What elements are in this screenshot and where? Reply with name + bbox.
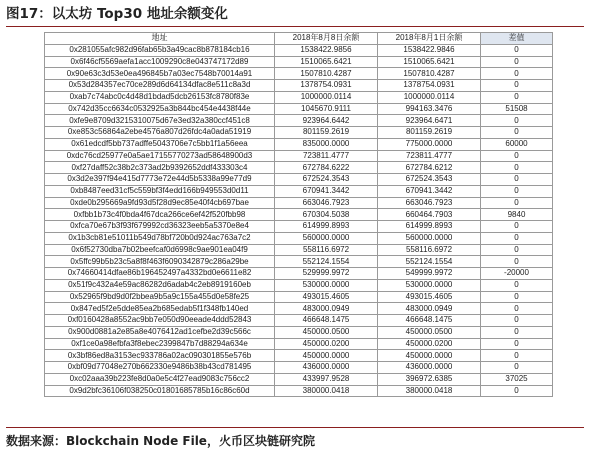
balance-aug1-cell: 466648.1475 (378, 315, 481, 327)
address-cell: 0xc02aaa39b223fe8d0a0e5c4f27ead9083c756cc2 (45, 373, 275, 385)
balance-aug8-cell: 1538422.9856 (275, 44, 378, 56)
table-header-row (45, 33, 553, 45)
balance-aug1-cell: 670941.3442 (378, 185, 481, 197)
balance-aug8-cell: 663046.7923 (275, 197, 378, 209)
address-cell: 0xab7c74abc0c4d48d1bdad5dcb26153fc8780f83e (45, 91, 275, 103)
table-row (45, 174, 553, 186)
balance-aug1-cell: 549999.9972 (378, 268, 481, 280)
difference-cell: 0 (481, 162, 553, 174)
address-cell: 0xfca70e67b3f93f679992cd36323eeb5a5370e8e4 (45, 221, 275, 233)
table-row (45, 185, 553, 197)
balance-aug8-cell: 1507810.4287 (275, 68, 378, 80)
address-cell: 0xb8487eed31cf5c559bf3f4edd166b949553d0d11 (45, 185, 275, 197)
balance-aug1-cell: 483000.0949 (378, 303, 481, 315)
difference-cell: 37025 (481, 373, 553, 385)
balance-aug8-cell: 672784.6222 (275, 162, 378, 174)
address-cell: 0x51f9c432a4e59ac86282d6adab4c2eb8919160eb (45, 279, 275, 291)
balance-aug1-cell: 723811.4777 (378, 150, 481, 162)
address-cell: 0x9d2bfc36106f038250c01801685785b16c86c60d (45, 385, 275, 397)
table-row (45, 315, 553, 327)
balance-aug8-cell: 450000.0000 (275, 350, 378, 362)
difference-cell: 0 (481, 338, 553, 350)
balance-aug8-cell: 450000.0500 (275, 326, 378, 338)
table-row (45, 350, 553, 362)
table-row (45, 80, 553, 92)
difference-cell: 0 (481, 303, 553, 315)
balance-aug1-cell: 450000.0000 (378, 350, 481, 362)
balance-aug8-cell: 436000.0000 (275, 362, 378, 374)
balance-aug8-cell: 530000.0000 (275, 279, 378, 291)
difference-cell: 0 (481, 185, 553, 197)
difference-cell: 0 (481, 350, 553, 362)
address-cell: 0x3bf86ed8a3153ec933786a02ac090301855e576b (45, 350, 275, 362)
difference-cell: 0 (481, 244, 553, 256)
difference-cell: 0 (481, 44, 553, 56)
balance-aug1-cell: 396972.6385 (378, 373, 481, 385)
balance-aug1-cell: 1510065.6421 (378, 56, 481, 68)
table-row (45, 127, 553, 139)
balance-aug8-cell: 1378754.0931 (275, 80, 378, 92)
balance-aug8-cell: 923964.6442 (275, 115, 378, 127)
address-cell: 0x52965f9bd9d0f2bbea9b5a9c155a455d0e58fe25 (45, 291, 275, 303)
difference-cell: 0 (481, 115, 553, 127)
balance-aug8-cell: 380000.0418 (275, 385, 378, 397)
balance-aug8-cell: 552124.1554 (275, 256, 378, 268)
difference-cell: 0 (481, 326, 553, 338)
balance-aug1-cell: 663046.7923 (378, 197, 481, 209)
balance-aug1-cell: 994163.3476 (378, 103, 481, 115)
balance-aug1-cell: 436000.0000 (378, 362, 481, 374)
table-row (45, 256, 553, 268)
top30-balance-table (44, 32, 553, 397)
difference-cell: 0 (481, 56, 553, 68)
table-row (45, 197, 553, 209)
address-cell: 0x1b3cb81e51011b549d78bf720b0d924ac763a7c2 (45, 232, 275, 244)
balance-aug8-cell: 483000.0949 (275, 303, 378, 315)
address-cell: 0x3d2e397f94e415d7773e72e44d5b5338a99e77d9 (45, 174, 275, 186)
table-row (45, 91, 553, 103)
balance-aug1-cell: 380000.0418 (378, 385, 481, 397)
balance-aug1-cell: 1507810.4287 (378, 68, 481, 80)
table-row (45, 338, 553, 350)
difference-cell: 0 (481, 221, 553, 233)
address-cell: 0x6f46cf5569aefa1acc1009290c8e043747172d89 (45, 56, 275, 68)
address-cell: 0x74660414dfae86b196452497a4332bd0e6611e82 (45, 268, 275, 280)
balance-aug1-cell: 1000000.0114 (378, 91, 481, 103)
column-header-difference: 差值 (481, 33, 553, 45)
balance-aug8-cell: 672524.3543 (275, 174, 378, 186)
difference-cell: 0 (481, 385, 553, 397)
table-row (45, 209, 553, 221)
table-row (45, 268, 553, 280)
balance-aug1-cell: 560000.0000 (378, 232, 481, 244)
difference-cell: 0 (481, 150, 553, 162)
difference-cell: 0 (481, 127, 553, 139)
difference-cell: 0 (481, 80, 553, 92)
table-row (45, 279, 553, 291)
address-cell: 0x900d0881a2e85a8e4076412ad1cefbe2d39c566c (45, 326, 275, 338)
address-cell: 0xde0b295669a9fd93d5f28d9ec85e40f4cb697bae (45, 197, 275, 209)
balance-aug8-cell: 529999.9972 (275, 268, 378, 280)
table-row (45, 150, 553, 162)
balance-aug1-cell: 775000.0000 (378, 138, 481, 150)
table-row (45, 138, 553, 150)
balance-aug8-cell: 1045670.9111 (275, 103, 378, 115)
balance-aug1-cell: 493015.4605 (378, 291, 481, 303)
table-row (45, 362, 553, 374)
balance-aug1-cell: 552124.1554 (378, 256, 481, 268)
address-cell: 0xf1ce0a98efbfa3f8ebec2399847b7d88294a634e (45, 338, 275, 350)
table-row (45, 291, 553, 303)
address-cell: 0xe853c56864a2ebe4576a807d26fdc4a0ada51919 (45, 127, 275, 139)
difference-cell: 0 (481, 362, 553, 374)
balance-aug1-cell: 614999.8993 (378, 221, 481, 233)
difference-cell: 0 (481, 68, 553, 80)
table-row (45, 44, 553, 56)
column-header-balance-aug8: 2018年8月8日余额 (275, 33, 378, 45)
table-body (45, 44, 553, 397)
address-cell: 0xbf09d77048e270b662330e9486b38b43cd781495 (45, 362, 275, 374)
address-cell: 0xfe9e8709d3215310075d67e3ed32a380ccf451c8 (45, 115, 275, 127)
table-row (45, 373, 553, 385)
difference-cell: 60000 (481, 138, 553, 150)
difference-cell: 0 (481, 279, 553, 291)
table-row (45, 56, 553, 68)
difference-cell: 0 (481, 232, 553, 244)
balance-aug8-cell: 801159.2619 (275, 127, 378, 139)
table-row (45, 385, 553, 397)
balance-aug8-cell: 433997.9528 (275, 373, 378, 385)
balance-aug8-cell: 560000.0000 (275, 232, 378, 244)
balance-aug1-cell: 450000.0500 (378, 326, 481, 338)
balance-aug1-cell: 558116.6972 (378, 244, 481, 256)
balance-aug8-cell: 670304.5038 (275, 209, 378, 221)
address-cell: 0xf0160428a8552ac9bb7e050d90eeade4ddd52843 (45, 315, 275, 327)
balance-aug1-cell: 672784.6212 (378, 162, 481, 174)
address-cell: 0x847ed5f2e5dde85ea2b685edab5f1f348fb140ed (45, 303, 275, 315)
balance-aug1-cell: 530000.0000 (378, 279, 481, 291)
table-row (45, 303, 553, 315)
difference-cell: 9840 (481, 209, 553, 221)
address-cell: 0xdc76cd25977e0a5ae17155770273ad58648900d3 (45, 150, 275, 162)
balance-aug1-cell: 801159.2619 (378, 127, 481, 139)
difference-cell: 0 (481, 197, 553, 209)
address-cell: 0x281055afc982d96fab65b3a49cac8b878184cb16 (45, 44, 275, 56)
difference-cell: 0 (481, 291, 553, 303)
table-row (45, 232, 553, 244)
difference-cell: 0 (481, 91, 553, 103)
balance-aug8-cell: 835000.0000 (275, 138, 378, 150)
balance-aug1-cell: 1538422.9846 (378, 44, 481, 56)
table-row (45, 221, 553, 233)
address-cell: 0x742d35cc6634c0532925a3b844bc454e4438f44e (45, 103, 275, 115)
address-cell: 0xfbb1b73c4f0bda4f67dca266ce6ef42f520fbb98 (45, 209, 275, 221)
address-cell: 0x61edcdf5bb737adffe5043706e7c5bb1f1a56eea (45, 138, 275, 150)
table-row (45, 115, 553, 127)
balance-aug8-cell: 450000.0200 (275, 338, 378, 350)
title-divider (6, 26, 584, 27)
balance-aug8-cell: 723811.4777 (275, 150, 378, 162)
table-row (45, 103, 553, 115)
balance-aug1-cell: 450000.0200 (378, 338, 481, 350)
difference-cell: -20000 (481, 268, 553, 280)
address-cell: 0x5ffc99b5b23c5a8f8f463f6090342879c286a29be (45, 256, 275, 268)
difference-cell: 0 (481, 315, 553, 327)
balance-aug1-cell: 923964.6471 (378, 115, 481, 127)
balance-aug8-cell: 1510065.6421 (275, 56, 378, 68)
column-header-balance-aug1: 2018年8月1日余额 (378, 33, 481, 45)
source-note: 数据来源：Blockchain Node File，火币区块链研究院 (6, 434, 315, 448)
balance-aug1-cell: 1378754.0931 (378, 80, 481, 92)
balance-aug8-cell: 558116.6972 (275, 244, 378, 256)
column-header-address: 地址 (45, 33, 275, 45)
table-row (45, 244, 553, 256)
address-cell: 0x53d284357ec70ce289d6d64134dfac8e511c8a3d (45, 80, 275, 92)
balance-aug1-cell: 660464.7903 (378, 209, 481, 221)
balance-aug8-cell: 466648.1475 (275, 315, 378, 327)
table-row (45, 68, 553, 80)
difference-cell: 51508 (481, 103, 553, 115)
difference-cell: 0 (481, 256, 553, 268)
balance-aug8-cell: 670941.3442 (275, 185, 378, 197)
figure-title: 图17：以太坊 Top30 地址余额变化 (6, 6, 228, 22)
difference-cell: 0 (481, 174, 553, 186)
table-row (45, 326, 553, 338)
balance-aug1-cell: 672524.3543 (378, 174, 481, 186)
address-cell: 0x90e63c3d53e0ea496845b7a03ec7548b70014a91 (45, 68, 275, 80)
address-cell: 0x6f52730dba7b02beefcaf0d6998c9ae901ea04f9 (45, 244, 275, 256)
balance-aug8-cell: 493015.4605 (275, 291, 378, 303)
balance-aug8-cell: 614999.8993 (275, 221, 378, 233)
address-cell: 0xf27daff52c38b2c373ad2b9392652ddf433303c4 (45, 162, 275, 174)
balance-aug8-cell: 1000000.0114 (275, 91, 378, 103)
table-row (45, 162, 553, 174)
footer-divider (6, 427, 584, 428)
